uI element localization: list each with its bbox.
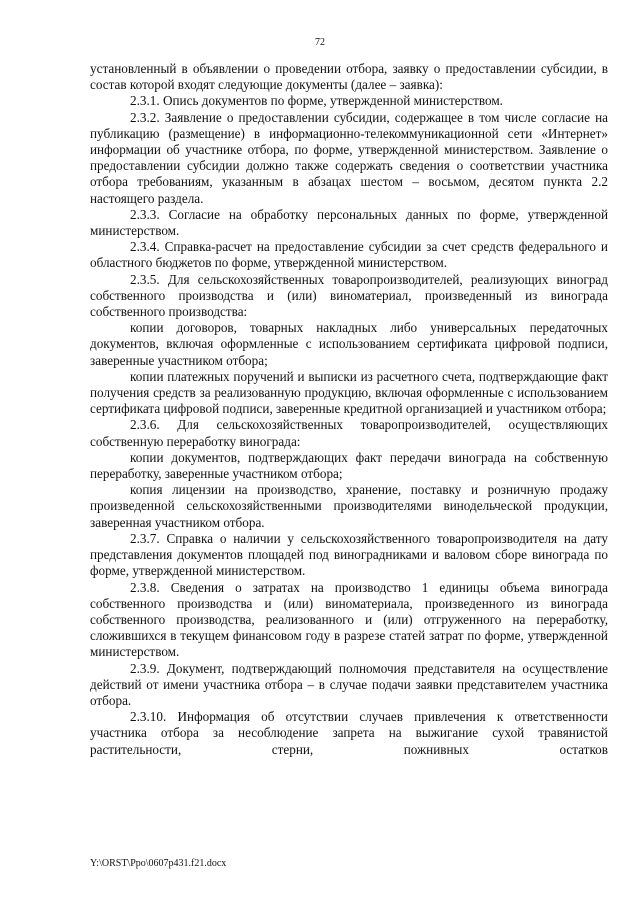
paragraph-2-3-5: 2.3.5. Для сельскохозяйственных товаропроизводителей, реализующих виноград собственного производства и (или) виноматериал, произведенный из винограда собственного производства:: [90, 271, 608, 320]
paragraph-2-3-9: 2.3.9. Документ, подтверждающий полномочия представителя на осуществление действий от имени участника отбора – в случае подачи заявки представителем участника отбора.: [90, 660, 608, 708]
paragraph-2-3-6-documents: копии документов, подтверждающих факт передачи винограда на собственную переработку, заверенные участником отбора;: [90, 449, 608, 482]
paragraph-2-3-10: 2.3.10. Информация об отсутствии случаев привлечения к ответственности участника отбора за несоблюдение запрета на выжигание сухой травянистой растительности, стерни, пожнивных остатков: [90, 709, 608, 757]
footer-file-path: Y:\ORST\Ppo\0607p431.f21.docx: [90, 858, 227, 869]
paragraph-2-3-6-license: копия лицензии на производство, хранение, поставку и розничную продажу произведенной сельскохозяйственными производителями винодельческой продукции, заверенная участником отбора.: [90, 482, 608, 530]
document-body: [90, 61, 608, 758]
paragraph-2-3-6: 2.3.6. Для сельскохозяйственных товаропроизводителей, осуществляющих собственную переработку винограда:: [90, 417, 608, 449]
paragraph-2-3-2: 2.3.2. Заявление о предоставлении субсидии, содержащее в том числе согласие на публикацию (размещение) в информационно-телекоммуникационной сети «Интернет» информации об участнике отбора, по форме, утвержденной министерством. Заявление о предоставлении субсидии должно также содержать сведения о соответствии участника отбора требованиям, указанным в абзацах шестом – восьмом, десятом пункта 2.2 настоящего раздела.: [90, 109, 608, 206]
paragraph-2-3-4: 2.3.4. Справка-расчет на предоставление субсидии за счет средств федерального и областного бюджетов по форме, утвержденной министерством.: [90, 239, 608, 271]
paragraph-2-3-7: 2.3.7. Справка о наличии у сельскохозяйственного товаропроизводителя на дату представления документов площадей под виноградниками и валовом сборе винограда по форме, утвержденной министерством.: [90, 530, 608, 579]
paragraph-2-3-5-contracts: копии договоров, товарных накладных либо универсальных передаточных документов, включая оформленные с использованием сертификата цифровой подписи, заверенные участником отбора;: [90, 320, 608, 368]
paragraph-2-3-3: 2.3.3. Согласие на обработку персональных данных по форме, утвержденной министерством.: [90, 206, 608, 239]
page-number: 72: [315, 37, 325, 48]
paragraph-2-3-8: 2.3.8. Сведения о затратах на производство 1 единицы объема винограда собственного производства и (или) виноматериала, произведенного из винограда собственного производства, реализованного и (или) отгруженного на переработку, сложившихся в текущем финансовом году в разрезе статей затрат по форме, утвержденной министерством.: [90, 579, 608, 660]
paragraph-2-3-1: 2.3.1. Опись документов по форме, утвержденной министерством.: [130, 93, 503, 109]
paragraph-intro: установленный в объявлении о проведении отбора, заявку о предоставлении субсидии, в состав которой входят следующие документы (далее – заявка):: [90, 61, 608, 93]
paragraph-2-3-5-payments: копии платежных поручений и выписки из расчетного счета, подтверждающие факт получения средств за реализованную продукцию, включая оформленные с использованием сертификата цифровой подписи, заверенные кредитной организацией и участником отбора;: [90, 368, 608, 417]
